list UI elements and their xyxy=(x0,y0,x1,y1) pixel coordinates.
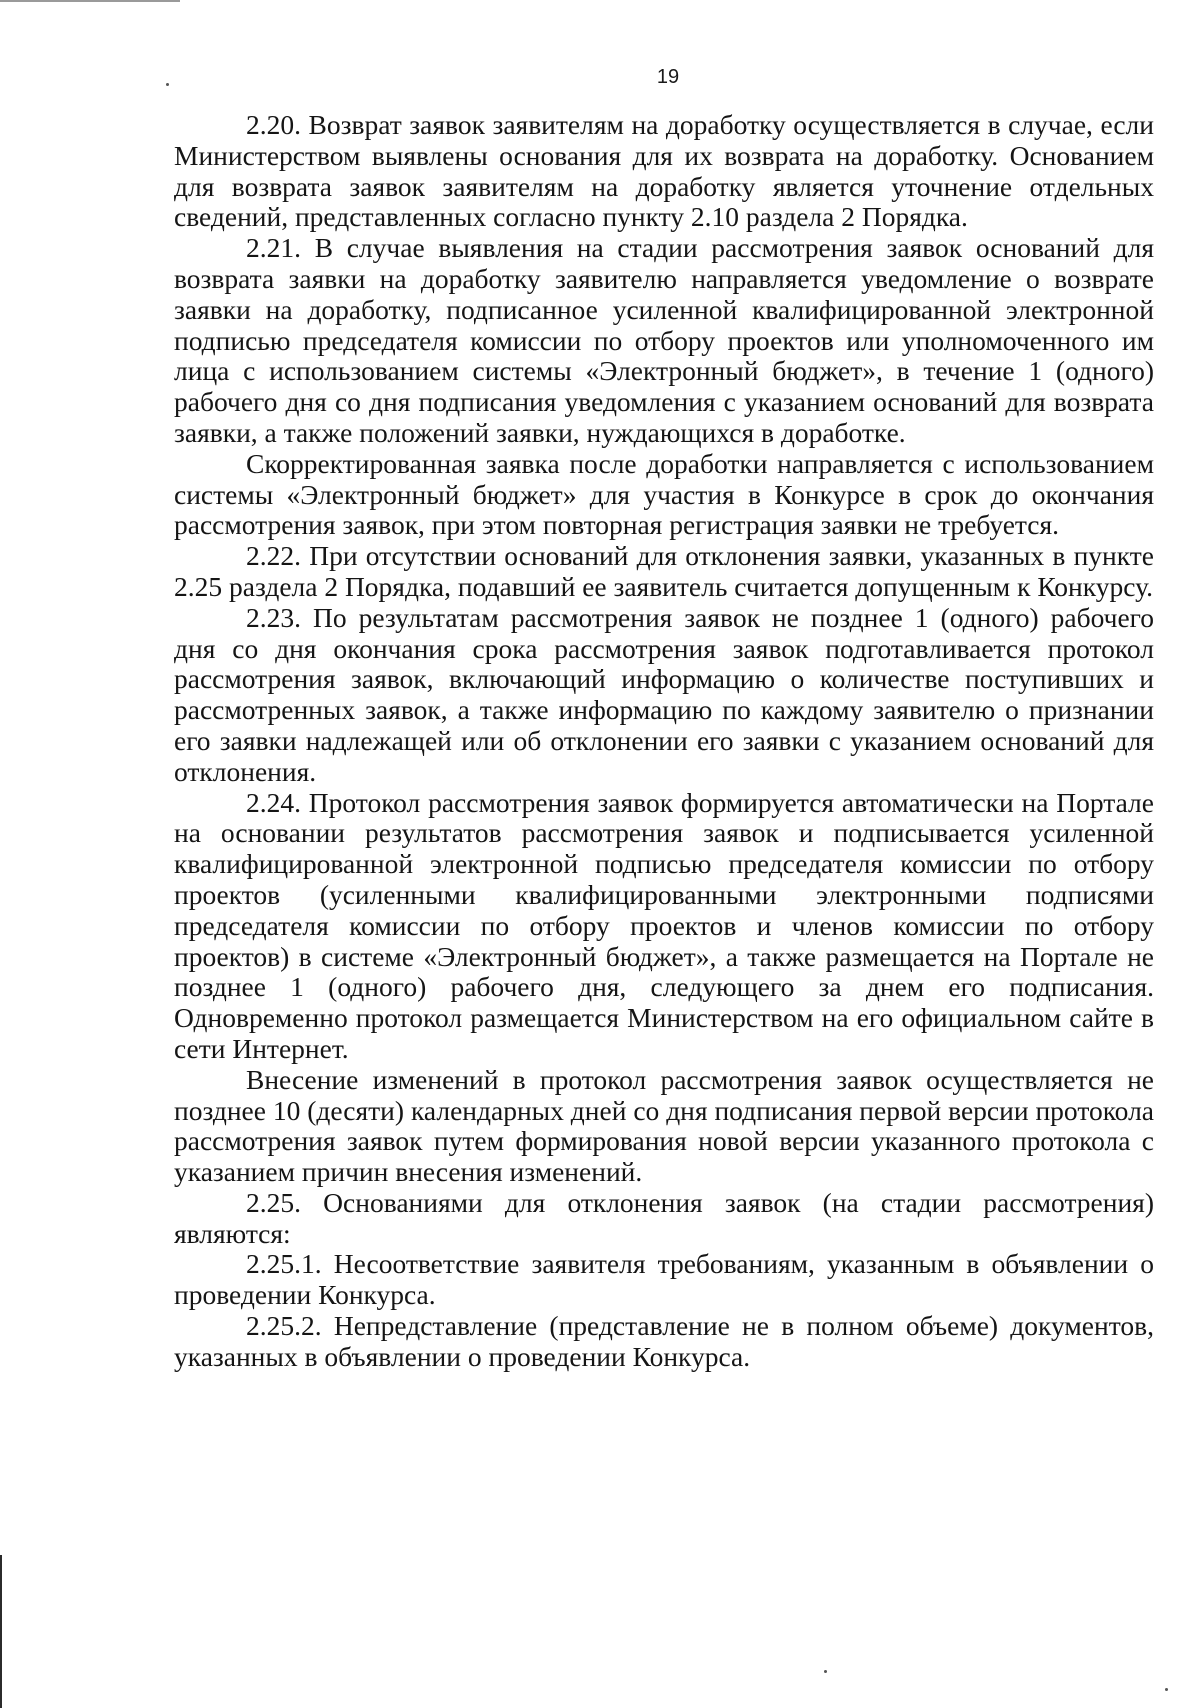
paragraph-2-24: 2.24. Протокол рассмотрения заявок формируется автоматически на Портале на основании результатов рассмотрения заявок и подписывается усиленной квалифицированной электронной подписью председателя комиссии по отбору проектов (усиленными квалифицированными электронными подписями председателя комиссии по отбору проектов и членов комиссии по отбору проектов) в системе «Электронный бюджет», а также размещается на Портале не позднее 1 (одного) рабочего дня, следующего за днем его подписания. Одновременно протокол размещается Министерством на его официальном сайте в сети Интернет. xyxy=(174,786,1154,1064)
scan-speck xyxy=(824,1670,827,1673)
paragraph-protocol-changes: Внесение изменений в протокол рассмотрения заявок осуществляется не позднее 10 (десяти) календарных дней со дня подписания первой версии протокола рассмотрения заявок путем формирования новой версии указанного протокола с указанием причин внесения изменений. xyxy=(174,1063,1154,1188)
paragraph-2-25-1: 2.25.1. Несоответствие заявителя требованиям, указанным в объявлении о проведении Конкурса. xyxy=(174,1248,1154,1311)
scan-edge-left xyxy=(0,1555,2,1708)
scan-speck xyxy=(1165,1688,1168,1691)
paragraph-2-25-2: 2.25.2. Непредставление (представление не в полном объеме) документов, указанных в объявлении о проведении Конкурса. xyxy=(174,1310,1154,1372)
paragraph-2-21: 2.21. В случае выявления на стадии рассмотрения заявок оснований для возврата заявки на доработку заявителю направляется уведомление о возврате заявки на доработку, подписанное усиленной квалифицированной электронной подписью председателя комиссии по отбору проектов или уполномоченного им лица с использованием системы «Электронный бюджет», в течение 1 (одного) рабочего дня со дня подписания уведомления с указанием оснований для возврата заявки, а также положений заявки, нуждающихся в доработке. xyxy=(174,232,1154,448)
paragraph-2-22: 2.22. При отсутствии оснований для отклонения заявки, указанных в пункте 2.25 раздела 2 Порядка, подавший ее заявитель считается допущенным к Конкурсу. xyxy=(174,540,1154,602)
paragraph-2-23: 2.23. По результатам рассмотрения заявок не позднее 1 (одного) рабочего дня со дня окончания срока рассмотрения заявок подготавливается протокол рассмотрения заявок, включающий информацию о количестве поступивших и рассмотренных заявок, а также информацию по каждому заявителю о признании его заявки надлежащей или об отклонении его заявки с указанием оснований для отклонения. xyxy=(174,601,1154,787)
page-number: 19 xyxy=(656,66,680,88)
scan-edge-top xyxy=(0,0,180,2)
paragraph-2-20: 2.20. Возврат заявок заявителям на доработку осуществляется в случае, если Министерством выявлены основания для их возврата на доработку. Основанием для возврата заявок заявителям на доработку является уточнение отдельных сведений, представленных согласно пункту 2.10 раздела 2 Порядка. xyxy=(174,109,1154,233)
document-body xyxy=(174,110,1154,1373)
paragraph-corrected-application: Скорректированная заявка после доработки направляется с использованием системы «Электронный бюджет» для участия в Конкурсе в срок до окончания рассмотрения заявок, при этом повторная регистрация заявки не требуется. xyxy=(174,447,1154,541)
paragraph-2-25: 2.25. Основаниями для отклонения заявок (на стадии рассмотрения) являются: xyxy=(174,1186,1154,1249)
